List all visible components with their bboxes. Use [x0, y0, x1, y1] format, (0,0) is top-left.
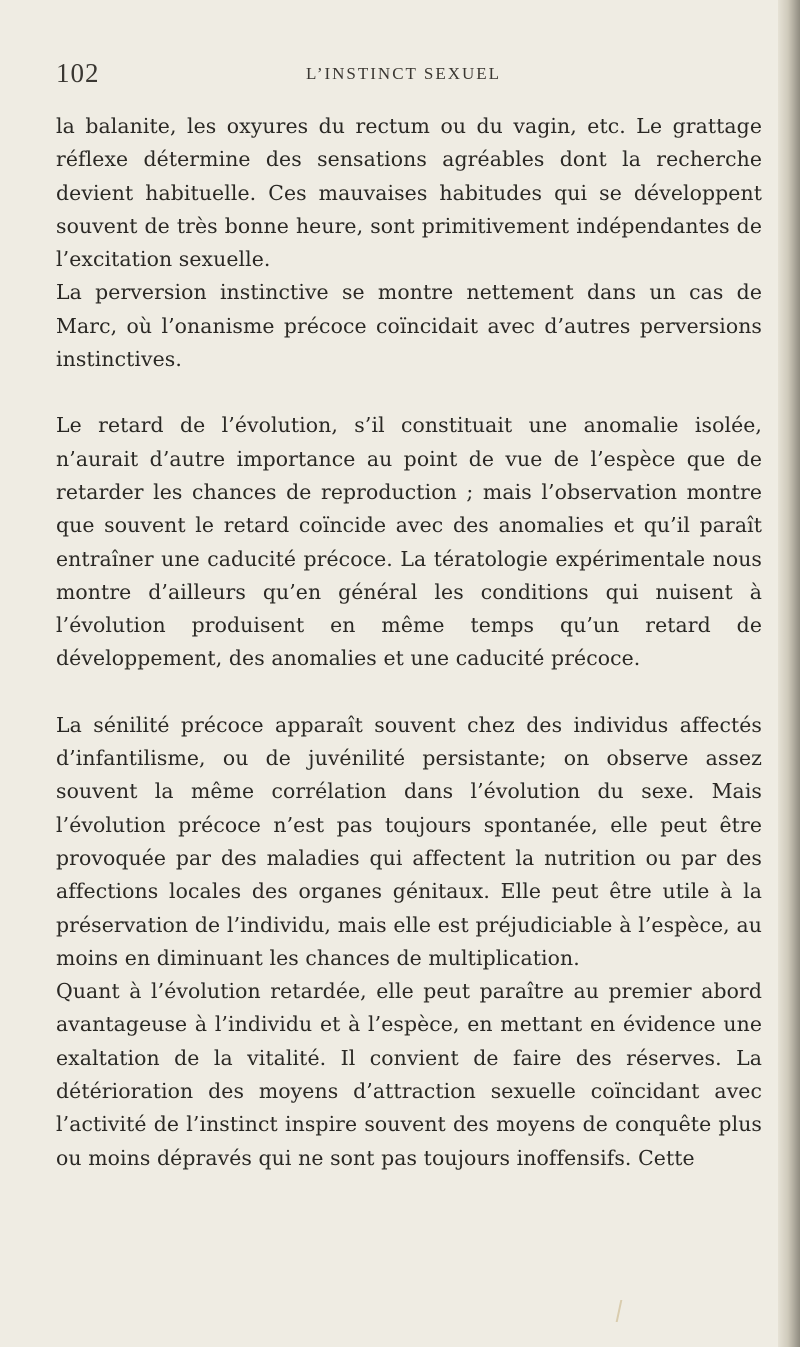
- paragraph-1: la balanite, les oxyures du rectum ou du vagin, etc. Le grattage réflexe détermine des sensations agréables dont la recherche devient habituelle. Ces mauvaises habitudes qui se développent souvent de très bonne heure, sont primitivement indépendantes de l’excitation sexuelle.: [56, 114, 762, 272]
- paragraph-gap: [56, 676, 762, 709]
- page-edge-shadow: [778, 0, 800, 1347]
- paragraph-2: La perversion instinctive se montre nettement dans un cas de Marc, où l’onanisme précoce coïncidait avec d’autres perversions instinctives.: [56, 280, 762, 372]
- running-head: L’INSTINCT SEXUEL: [306, 64, 502, 83]
- paragraph-5: Quant à l’évolution retardée, elle peut paraître au premier abord avantageuse à l’individu et à l’espèce, en mettant en évidence une exaltation de la vitalité. Il convient de faire des réserves. La détérioration des moyens d’attraction sexuelle coïncidant avec l’activité de l’instinct inspire souvent des moyens de conquête plus ou moins dépravés qui ne sont pas toujours inoffensifs. Cette: [56, 979, 762, 1170]
- paragraph-4: La sénilité précoce apparaît souvent chez des individus affectés d’infantilisme, ou de juvénilité persistante; on observe assez souvent la même corrélation dans l’évolution du sexe. Mais l’évolution précoce n’est pas toujours spontanée, elle peut être provoquée par des maladies qui affectent la nutrition ou par des affections locales des organes génitaux. Elle peut être utile à la préservation de l’individu, mais elle est préjudiciable à l’espèce, au moins en diminuant les chances de multiplication.: [56, 712, 762, 970]
- page-header: [56, 58, 756, 94]
- paragraph-3: Le retard de l’évolution, s’il constituait une anomalie isolée, n’aurait d’autre importance au point de vue de l’espèce que de retarder les chances de reproduction ; mais l’observation montre que souvent le retard coïncide avec des anomalies et qu’il paraît entraîner une caducité précoce. La tératologie expérimentale nous montre d’ailleurs qu’en général les conditions qui nuisent à l’évolution produisent en même temps qu’un retard de développement, des anomalies et une caducité précoce.: [56, 413, 762, 671]
- ink-mark: [616, 1300, 631, 1322]
- page-number: 102: [56, 58, 100, 88]
- body-text: [56, 110, 762, 1175]
- paragraph-gap: [56, 376, 762, 409]
